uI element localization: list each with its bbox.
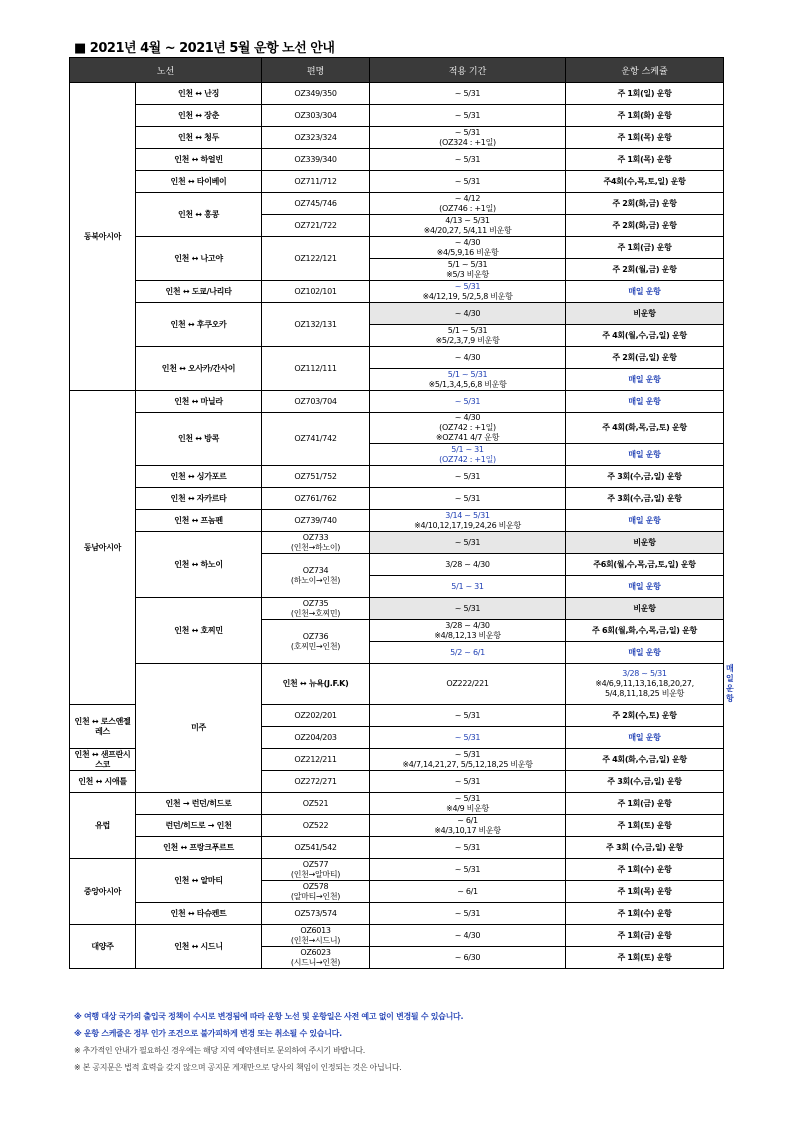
route-cell: 인천 ↔ 방콕	[136, 413, 262, 466]
schedule-cell: 매일 운항	[566, 281, 724, 303]
period-line: ~ 5/31	[454, 110, 481, 120]
route-cell: 인천 ↔ 마닐라	[136, 391, 262, 413]
schedule-cell: 주 1회(목) 운항	[566, 127, 724, 149]
flight-line: OZ703/704	[294, 396, 337, 406]
route-cell: 인천 ↔ 샌프란시스코	[70, 749, 136, 771]
table-row	[70, 127, 724, 149]
period-line: ~ 6/30	[454, 952, 481, 962]
route-cell: 인천 ↔ 청두	[136, 127, 262, 149]
period-cell	[370, 325, 566, 347]
period-line: 5/1 ~ 5/31	[447, 369, 488, 379]
schedule-cell: 주 1회(금) 운항	[566, 925, 724, 947]
flight-line: OZ6023	[300, 947, 331, 957]
period-line: ※4/12,19, 5/2,5,8 비운항	[422, 291, 513, 301]
period-line: ~ 5/31	[454, 537, 481, 547]
flight-line: OZ721/722	[294, 220, 337, 230]
route-cell: 인천 ↔ 뉴욕(J.F.K)	[262, 664, 370, 705]
period-line: (OZ324 : +1일)	[439, 137, 496, 147]
schedule-cell: 주 2회(월,금) 운항	[566, 259, 724, 281]
schedule-cell: 매일 운항	[566, 727, 724, 749]
period-line: 5/1 ~ 31	[451, 581, 484, 591]
period-line: ~ 6/1	[457, 886, 478, 896]
route-cell: 인천 ↔ 도쿄/나리타	[136, 281, 262, 303]
flight-cell	[262, 727, 370, 749]
period-cell	[370, 859, 566, 881]
period-line: ※4/10,12,17,19,24,26 비운항	[414, 520, 521, 530]
schedule-cell: 주6회(월,수,목,금,토,일) 운항	[566, 554, 724, 576]
flight-cell	[262, 171, 370, 193]
note-3: ※ 추가적인 안내가 필요하신 경우에는 해당 지역 예약센터로 문의하여 주시기 바랍니다.	[74, 1046, 366, 1055]
period-line: ~ 5/31	[454, 710, 481, 720]
route-cell: 인천 ↔ 장춘	[136, 105, 262, 127]
schedule-cell: 비운항	[566, 532, 724, 554]
flight-cell	[370, 664, 566, 705]
flight-line: OZ202/201	[294, 710, 337, 720]
period-cell	[370, 281, 566, 303]
period-line: ~ 5/31	[454, 88, 481, 98]
region-cell: 중앙아시아	[70, 859, 136, 925]
flight-line: OZ577	[302, 859, 329, 869]
period-cell	[370, 881, 566, 903]
flight-cell	[262, 947, 370, 969]
header-route: 노선	[70, 58, 262, 83]
flight-line: OZ739/740	[294, 515, 337, 525]
table-row	[70, 83, 724, 105]
period-cell	[370, 347, 566, 369]
flight-line: (인천→알마티)	[290, 869, 341, 879]
flight-line: OZ711/712	[294, 176, 337, 186]
schedule-cell: 주 1회(목) 운항	[566, 881, 724, 903]
period-line: ※4/5,9,16 비운항	[436, 247, 499, 257]
flight-cell	[262, 83, 370, 105]
flight-line: OZ733	[302, 532, 329, 542]
table-row	[70, 488, 724, 510]
flight-line: OZ204/203	[294, 732, 337, 742]
schedule-cell: 주 3회(수,금,일) 운항	[566, 488, 724, 510]
route-cell: 인천 ↔ 후쿠오카	[136, 303, 262, 347]
period-line: ~ 5/31	[454, 281, 481, 291]
period-line: 5/1 ~ 5/31	[447, 325, 488, 335]
period-line: ~ 5/31	[454, 864, 481, 874]
period-line: 4/13 ~ 5/31	[445, 215, 490, 225]
table-row: 미주 인천 ↔ 뉴욕(J.F.K) OZ222/221 3/28 ~ 5/31 ※4/6,9,11,13,16,18,20,27, 5/4,8,11,18,25 비운항 매일 운항	[70, 664, 724, 705]
flight-cell	[262, 837, 370, 859]
period-cell	[370, 369, 566, 391]
flight-line: OZ573/574	[294, 908, 337, 918]
route-cell: 인천 ↔ 타이베이	[136, 171, 262, 193]
flight-cell	[262, 793, 370, 815]
period-line: ※5/3 비운항	[446, 269, 489, 279]
schedule-cell: 주4회(수,목,토,일) 운항	[566, 171, 724, 193]
flight-line: (시드니→인천)	[290, 957, 341, 967]
flight-cell	[262, 193, 370, 215]
flight-cell	[262, 554, 370, 598]
schedule-cell: 매일 운항	[566, 576, 724, 598]
route-cell: 인천 ↔ 알마티	[136, 859, 262, 903]
schedule-cell: 주 3회(수,금,일) 운항	[566, 771, 724, 793]
flight-cell	[262, 510, 370, 532]
period-line: ※4/7,14,21,27, 5/5,12,18,25 비운항	[402, 759, 533, 769]
flight-line: OZ751/752	[294, 471, 337, 481]
note-1: ※ 여행 대상 국가의 출입국 정책이 수시로 변경됨에 따라 운항 노선 및 운항일은 사전 예고 없이 변경될 수 있습니다.	[74, 1012, 464, 1021]
period-cell	[370, 215, 566, 237]
period-cell	[370, 413, 566, 444]
notes-list	[74, 1008, 463, 1076]
flight-cell	[262, 488, 370, 510]
period-line: 5/2 ~ 6/1	[450, 647, 485, 657]
period-cell	[370, 815, 566, 837]
table-row	[70, 391, 724, 413]
schedule-cell: 주 1회(목) 운항	[566, 149, 724, 171]
period-line: ~ 5/31	[454, 842, 481, 852]
flight-line: OZ112/111	[294, 363, 337, 373]
flight-cell	[262, 149, 370, 171]
period-cell	[370, 771, 566, 793]
flight-cell	[262, 413, 370, 466]
table-row	[70, 466, 724, 488]
period-line: ※5/1,3,4,5,6,8 비운항	[428, 379, 507, 389]
flight-cell	[262, 903, 370, 925]
period-line: ~ 4/12	[454, 193, 481, 203]
period-cell	[370, 705, 566, 727]
period-cell	[370, 303, 566, 325]
region-cell: 미주	[136, 664, 262, 793]
schedule-cell: 주 1회(토) 운항	[566, 947, 724, 969]
flight-line: OZ222/221	[446, 679, 489, 688]
period-cell	[370, 193, 566, 215]
table-row	[70, 105, 724, 127]
flight-cell	[262, 925, 370, 947]
period-line: ~ 5/31	[454, 396, 481, 406]
period-line: 5/1 ~ 31	[451, 444, 484, 454]
period-line: (OZ742 : +1일)	[439, 454, 496, 464]
period-line: (OZ746 : +1일)	[439, 203, 496, 213]
table-row	[70, 171, 724, 193]
period-line: ~ 5/31	[454, 493, 481, 503]
table-row	[70, 347, 724, 369]
period-line: 3/28 ~ 4/30	[445, 620, 490, 630]
note-4: ※ 본 공지문은 법적 효력을 갖지 않으며 공지문 게재만으로 당사의 책임이 인정되는 것은 아닙니다.	[74, 1063, 402, 1072]
flight-line: OZ521	[302, 798, 329, 808]
schedule-cell: 주 2회(금,일) 운항	[566, 347, 724, 369]
period-line: ~ 5/31	[454, 154, 481, 164]
region-cell: 유럽	[70, 793, 136, 859]
period-line: ※4/3,10,17 비운항	[434, 825, 501, 835]
flight-line: OZ522	[302, 820, 329, 830]
schedule-cell: 주 3회 (수,금,일) 운항	[566, 837, 724, 859]
period-cell	[370, 510, 566, 532]
flight-cell	[262, 303, 370, 347]
period-cell	[370, 466, 566, 488]
table-body	[70, 83, 734, 969]
table-row	[70, 281, 724, 303]
schedule-cell: 비운항	[566, 598, 724, 620]
table-row	[70, 859, 724, 881]
period-cell	[370, 391, 566, 413]
period-line: ~ 5/31	[454, 127, 481, 137]
flight-line: (알마티→인천)	[290, 891, 341, 901]
period-line: ~ 5/31	[454, 776, 481, 786]
period-cell	[370, 837, 566, 859]
schedule-cell: 주 1회(금) 운항	[566, 237, 724, 259]
table-row	[70, 837, 724, 859]
header-schedule: 운항 스케쥴	[566, 58, 724, 83]
period-cell	[370, 488, 566, 510]
period-line: ※OZ741 4/7 운항	[435, 433, 500, 442]
flight-cell	[262, 215, 370, 237]
schedule-cell: 주 1회(토) 운항	[566, 815, 724, 837]
region-cell: 동북아시아	[70, 83, 136, 391]
table-row	[70, 413, 724, 444]
period-cell	[370, 620, 566, 642]
table-row	[70, 237, 724, 259]
schedule-cell: 주 1회(일) 운항	[566, 83, 724, 105]
route-cell: 인천 ↔ 타슈켄트	[136, 903, 262, 925]
schedule-cell: 주 2회(화,금) 운항	[566, 215, 724, 237]
schedule-cell: 매일 운항	[566, 369, 724, 391]
schedule-cell: 주 2회(수,토) 운항	[566, 705, 724, 727]
route-cell: 인천 ↔ 로스앤젤레스	[70, 705, 136, 749]
route-cell: 인천 ↔ 난징	[136, 83, 262, 105]
flight-line: (호찌민→인천)	[290, 641, 341, 651]
flight-line: OZ734	[302, 565, 329, 575]
schedule-cell: 주 4회(화,목,금,토) 운항	[566, 413, 724, 444]
period-cell	[370, 727, 566, 749]
table-header-row	[70, 58, 724, 83]
period-cell	[370, 554, 566, 576]
period-cell	[370, 444, 566, 466]
flight-line: OZ745/746	[294, 198, 337, 208]
period-cell	[370, 598, 566, 620]
route-cell: 인천 ↔ 호찌민	[136, 598, 262, 664]
period-cell	[370, 793, 566, 815]
flight-cell	[262, 771, 370, 793]
route-cell: 인천 → 런던/히드로	[136, 793, 262, 815]
flight-cell	[262, 281, 370, 303]
note-2: ※ 운항 스케줄은 정부 인가 조건으로 불가피하게 변경 또는 취소될 수 있습니다.	[74, 1029, 342, 1038]
table-row	[70, 903, 724, 925]
table-row	[70, 193, 724, 215]
route-cell: 인천 ↔ 자카르타	[136, 488, 262, 510]
schedule-cell: 주 4회(월,수,금,일) 운항	[566, 325, 724, 347]
flight-line: (하노이→인천)	[290, 575, 341, 585]
period-line: 3/14 ~ 5/31	[445, 510, 490, 520]
region-cell: 대양주	[70, 925, 136, 969]
flight-line: OZ102/101	[294, 286, 337, 296]
table-row	[70, 303, 724, 325]
flight-cell	[262, 237, 370, 281]
route-cell: 런던/히드로 → 인천	[136, 815, 262, 837]
flight-line: OZ541/542	[294, 842, 337, 852]
period-line: ~ 5/31	[454, 732, 481, 742]
flight-cell	[262, 532, 370, 554]
flight-cell	[262, 749, 370, 771]
schedule-cell: 주 1회(수) 운항	[566, 903, 724, 925]
period-cell	[370, 149, 566, 171]
flight-cell	[262, 881, 370, 903]
schedule-cell: 주 1회(금) 운항	[566, 793, 724, 815]
schedule-cell: 비운항	[566, 303, 724, 325]
period-line: ※4/6,9,11,13,16,18,20,27,	[595, 679, 694, 688]
header-flight: 편명	[262, 58, 370, 83]
route-cell: 인천 ↔ 하얼빈	[136, 149, 262, 171]
period-cell	[370, 259, 566, 281]
period-cell	[370, 947, 566, 969]
period-cell	[370, 83, 566, 105]
route-cell: 인천 ↔ 오사카/간사이	[136, 347, 262, 391]
schedule-cell: 매일 운항	[566, 391, 724, 413]
table-row	[70, 793, 724, 815]
flight-line: (인천→하노이)	[290, 542, 341, 552]
period-cell	[370, 237, 566, 259]
table-row	[70, 510, 724, 532]
flight-line: OZ6013	[300, 925, 331, 935]
period-line: 5/4,8,11,18,25 비운항	[605, 689, 685, 698]
flight-line: OZ349/350	[294, 88, 337, 98]
period-cell	[370, 576, 566, 598]
page-title: ■ 2021년 4월 ~ 2021년 5월 운항 노선 안내	[74, 41, 335, 56]
flight-line: OZ339/340	[294, 154, 337, 164]
flight-cell	[262, 598, 370, 620]
period-cell	[370, 925, 566, 947]
route-cell: 인천 ↔ 프랑크푸르트	[136, 837, 262, 859]
period-line: ~ 4/30	[454, 237, 481, 247]
flight-line: OZ122/121	[294, 253, 337, 263]
flight-line: OZ303/304	[294, 110, 337, 120]
flight-cell	[262, 705, 370, 727]
schedule-cell: 주 1회(수) 운항	[566, 859, 724, 881]
period-line: ※4/9 비운항	[446, 803, 489, 813]
flight-line: OZ741/742	[294, 434, 337, 443]
period-line: ~ 5/31	[454, 176, 481, 186]
schedule-table	[69, 57, 734, 969]
route-cell: 인천 ↔ 시드니	[136, 925, 262, 969]
schedule-cell: 매일 운항	[566, 444, 724, 466]
route-cell: 인천 ↔ 프놈펜	[136, 510, 262, 532]
flight-cell	[262, 391, 370, 413]
period-line: ※4/20,27, 5/4,11 비운항	[423, 225, 512, 235]
flight-line: OZ735	[302, 598, 329, 608]
period-line: ※4/8,12,13 비운항	[434, 630, 501, 640]
period-line: 3/28 ~ 4/30	[445, 559, 490, 569]
flight-cell	[262, 466, 370, 488]
period-line: ~ 4/30	[454, 413, 481, 422]
region-cell: 동남아시아	[70, 391, 136, 705]
schedule-cell: 매일 운항	[566, 510, 724, 532]
period-line: ~ 4/30	[454, 308, 481, 318]
period-line: ~ 5/31	[454, 749, 481, 759]
period-line: ~ 5/31	[454, 471, 481, 481]
flight-line: OZ272/271	[294, 776, 337, 786]
flight-cell	[262, 347, 370, 391]
schedule-cell: 주 3회(수,금,일) 운항	[566, 466, 724, 488]
flight-line: OZ736	[302, 631, 329, 641]
flight-line: OZ323/324	[294, 132, 337, 142]
period-line: ~ 4/30	[454, 930, 481, 940]
period-line: ~ 5/31	[454, 793, 481, 803]
period-line: ※5/2,3,7,9 비운항	[435, 335, 500, 345]
period-line: ~ 5/31	[454, 603, 481, 613]
table-row	[70, 925, 724, 947]
schedule-cell: 주 6회(월,화,수,목,금,일) 운항	[566, 620, 724, 642]
flight-cell	[262, 127, 370, 149]
table-row	[70, 149, 724, 171]
schedule-cell: 주 1회(화) 운항	[566, 105, 724, 127]
flight-cell	[262, 105, 370, 127]
table-row	[70, 815, 724, 837]
flight-line: OZ132/131	[294, 319, 337, 329]
route-cell: 인천 ↔ 홍콩	[136, 193, 262, 237]
route-cell: 인천 ↔ 시애틀	[70, 771, 136, 793]
route-cell: 인천 ↔ 하노이	[136, 532, 262, 598]
period-cell	[566, 664, 724, 705]
period-cell	[370, 749, 566, 771]
period-cell	[370, 642, 566, 664]
period-line: 3/28 ~ 5/31	[622, 669, 667, 678]
period-cell	[370, 532, 566, 554]
flight-line: OZ212/211	[294, 754, 337, 764]
period-cell	[370, 127, 566, 149]
flight-line: OZ578	[302, 881, 329, 891]
flight-cell	[262, 859, 370, 881]
period-line: ~ 5/31	[454, 908, 481, 918]
schedule-cell: 주 2회(화,금) 운항	[566, 193, 724, 215]
period-line: (OZ742 : +1일)	[439, 423, 496, 432]
period-cell	[370, 105, 566, 127]
period-line: ~ 6/1	[457, 815, 478, 825]
flight-cell	[262, 815, 370, 837]
period-cell	[370, 903, 566, 925]
table-row	[70, 598, 724, 620]
route-cell: 인천 ↔ 싱가포르	[136, 466, 262, 488]
route-cell: 인천 ↔ 나고야	[136, 237, 262, 281]
flight-cell	[262, 620, 370, 664]
period-line: ~ 4/30	[454, 352, 481, 362]
period-line: 5/1 ~ 5/31	[447, 259, 488, 269]
schedule-cell: 주 4회(화,수,금,일) 운항	[566, 749, 724, 771]
period-cell	[370, 171, 566, 193]
header-period: 적용 기간	[370, 58, 566, 83]
table-row	[70, 532, 724, 554]
flight-line: (인천→시드니)	[290, 935, 341, 945]
flight-line: (인천→호찌민)	[290, 608, 341, 618]
schedule-cell: 매일 운항	[566, 642, 724, 664]
flight-line: OZ761/762	[294, 493, 337, 503]
